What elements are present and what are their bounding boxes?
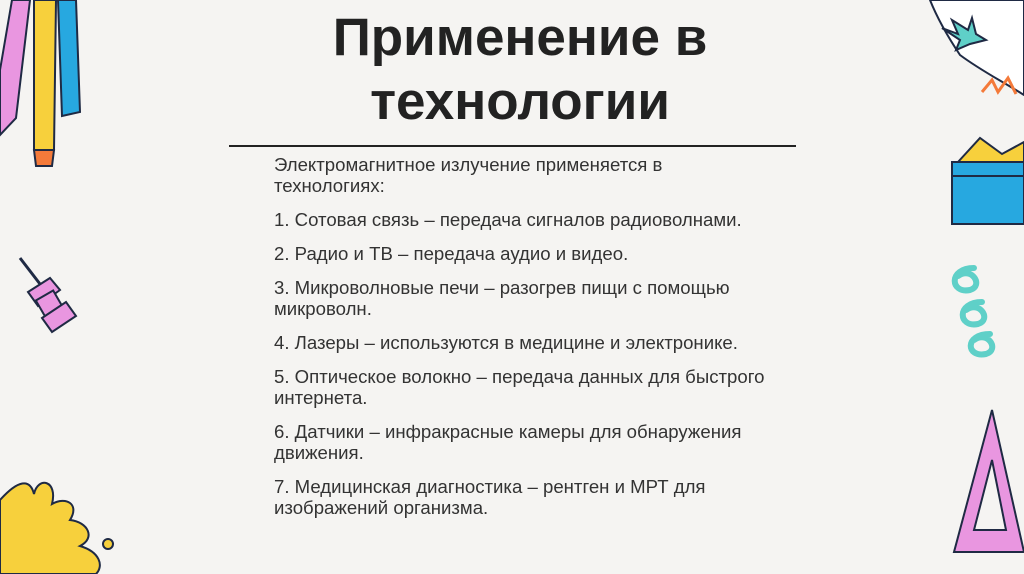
pencils-icon: [0, 0, 90, 175]
list-item: 4. Лазеры – используются в медицине и электронике.: [274, 332, 738, 353]
triangle-ruler-icon: [948, 404, 1024, 556]
list-item: 3. Микроволновые печи – разогрев пищи с помощью микроволн.: [274, 277, 730, 319]
list-item: 1. Сотовая связь – передача сигналов радиоволнами.: [274, 209, 742, 230]
squiggle-icon: [944, 262, 1016, 358]
list-item: 7. Медицинская диагностика – рентген и МРТ для изображений организма.: [274, 476, 706, 518]
title-divider: [229, 145, 796, 147]
slide-title: Применение в технологии: [332, 8, 708, 131]
starburst-icon: [920, 0, 1024, 110]
paint-splash-icon: [0, 470, 115, 574]
box-icon: [950, 132, 1024, 228]
list-item: 2. Радио и ТВ – передача аудио и видео.: [274, 243, 629, 264]
pushpin-icon: [14, 254, 82, 338]
content-block: [274, 154, 774, 531]
intro-text: Электромагнитное излучение применяется в технологиях:: [274, 154, 663, 196]
list-item: 6. Датчики – инфракрасные камеры для обнаружения движения.: [274, 421, 742, 463]
list-item: 5. Оптическое волокно – передача данных для быстрого интернета.: [274, 366, 765, 408]
